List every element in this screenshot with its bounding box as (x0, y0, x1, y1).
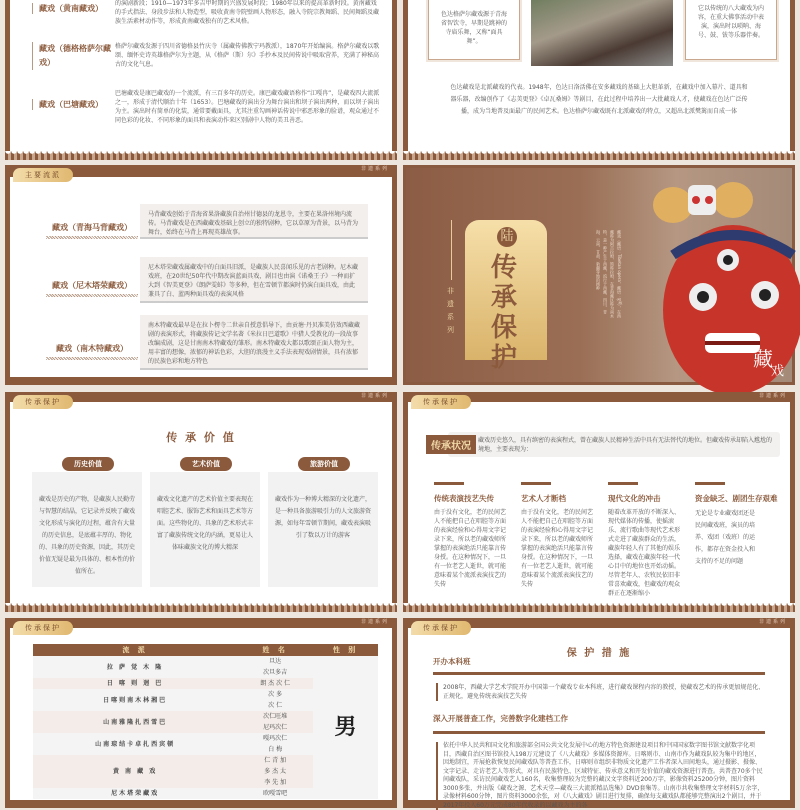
table-row: 拉 萨 觉 木 隆 旦达 次旦多吉 男 (33, 656, 378, 678)
section-heading: 深入开展普查工作，完善数字化建档工作 (433, 714, 568, 723)
school-desc: 南木特藏戏最早是在拉卜楞寺二世亲自授意倡导下，由贡塘·丹贝准美仿效西藏藏剧的表演形式，将藏族传记文学名著《米拉日巴道歌》中猎人受教化的一段故事改编成剧，这是甘南南木特藏戏的雏形。南木特藏戏大都以歌颂正面人物为主，用丰富的想像，浓郁的神话色彩，大胆的浪漫主义手法表现戏剧情景，具有浓郁的民族色彩和地方特色 (140, 315, 368, 370)
issue-text: 无论是专业藏戏团还是民间藏戏班，演员的培养、戏团（戏班）的运作，都存在资金投入和支持的不足的问题 (695, 510, 756, 565)
school-desc: 马背藏戏创始于青海省果洛藏族自治州甘德县的龙恩寺，主要在果洛州境内流传。马背藏戏是在西藏藏戏基础上创立的独特剧种，它以草原为背景，以马背为舞台，始终在马背上再现英雄故事。 (140, 204, 368, 239)
slide-heritage-value (5, 392, 397, 612)
series-vertical: 非遗系列 (447, 287, 454, 334)
opera-photo (531, 0, 673, 66)
issue-title: 资金缺乏、剧团生存艰难 (695, 494, 778, 503)
section-tag: 传承保护 (411, 621, 471, 635)
gender-cell: 男 (313, 656, 378, 799)
table-row: 日 喀 则 迥 巴 朗 杰 次 仁 (33, 678, 378, 689)
series-label: 非遗系列 (360, 619, 389, 625)
card-label: 历史价值 (62, 457, 114, 471)
slide-body (10, 177, 392, 377)
body-text: 色达藏戏是北派藏戏的代表。1948年，色达日洛活佛在安多藏戏的基础上大胆革新，在藏戏中加入幕片、道具和器乐器，改编创作了《志美更登》《卓瓦桑姆》等剧目，在此过程中培养出一大批藏戏人才，使藏戏在色达广泛传播，成为当地普及面最广的民间艺术。色达格萨尔藏戏既有北派藏戏的特点，又超出北派樊篱而自成一体 (450, 84, 748, 115)
slide-body (10, 402, 392, 604)
section-number: 陆 (497, 227, 517, 247)
issue-text: 随着改革开放的不断深入、现代媒体的传播，使摇滚乐、流行歌曲等现代艺术形式走进了藏族群众的生活，藏族年轻人有了其他的娱乐选择，藏戏在藏族年轻一代心目中的地位也开始动摇。尽管老年人、农牧民依旧非常喜欢藏戏，但藏戏的观众群正在逐渐缩小 (608, 509, 681, 597)
issue-title: 现代文化的冲击 (608, 494, 661, 503)
table-row: 山南琼结卡卓扎西宾顿 嘎玛次仁 白 梅 (33, 733, 378, 755)
section-tag: 传承保护 (411, 395, 471, 409)
col-header: 性 别 (313, 644, 378, 656)
slide-inheritors-table (5, 618, 397, 808)
slide-body (408, 402, 790, 604)
slide-title: 保 护 措 施 (566, 648, 632, 659)
issue-column (434, 482, 506, 589)
issue-column (695, 482, 780, 568)
section-tag: 传承保护 (13, 395, 73, 409)
instruments-box: 它以传统的八大藏戏为内容，在重大佛事活动中表演，演出时以唢呐、海号、鼓、钹等乐器伴奏。 (685, 0, 777, 60)
slide-main-schools (5, 165, 397, 385)
school-name: 藏戏（巴塘藏戏） (32, 99, 112, 110)
divider (433, 731, 765, 734)
issue-title: 艺术人才断档 (521, 494, 566, 503)
value-card: 藏戏是历史的产物，是藏族人民勤劳与智慧的结晶，它记录并反映了藏戏文化形成与演化的过程，蕴含有大量的历史信息，是底蕴丰厚的、物化的、具象的历史资源，因此，其历史价值无疑是最为具体的、根本性的价值所在。 (32, 472, 142, 587)
inheritors-table (33, 644, 378, 799)
section-title: 传承保护 (491, 253, 518, 373)
divider (433, 672, 765, 675)
slide-protection-measures (403, 618, 795, 808)
issue-title: 传统表演技艺失传 (434, 494, 494, 503)
school-name: 藏戏（德格格萨尔藏戏） (32, 42, 112, 70)
school-desc: 格萨尔藏戏发源于四川省德格县竹庆寺（属藏传佛教宁玛教派），1870年开始编演。格萨尔藏戏以歌颂、缅怀史诗英雄格萨尔为主题，从《格萨（斯）尔》手抄本及民间传说中吸取营养，充满了神秘高古的文化气息。 (115, 43, 380, 68)
zigzag-border (5, 603, 397, 612)
table-row: 山南雅隆扎西雪巴 次仁旺堆 尼玛次仁 (33, 711, 378, 733)
divider (451, 220, 452, 280)
school-name: 藏戏（尼木塔荣藏戏） (46, 280, 138, 297)
slide-schools-1 (5, 0, 397, 160)
slide-inheritance-status (403, 392, 795, 612)
value-card: 藏戏文化遗产的艺术价值主要表现在唱腔艺术、服饰艺术和面具艺术等方面。这些物化的、具象的艺术形式丰富了藏族传统文化的内涵，更易让人体味藏族文化的博大精深 (150, 472, 260, 587)
vertical-intro: 藏戏（藏语：Tibetan opera，藏语：ལྷ་མོ），在西藏称为阿吉拉姆，简称拉姆，在青海藏区称为南木特，是一种产生于西藏，流行于西藏、四川、青海、云南、甘肃、新疆等地的剧种 (596, 230, 622, 319)
intro-box: 色达格萨尔藏戏源于青海省智饮寺，早期是跳神的寺庙乐舞，又称“面具舞”。 (428, 0, 520, 60)
issue-text: 由于没有文化，老的民间艺人不能把自己在唱腔等方面的表演经验和心得用文字记录下来，所以老的藏戏师所掌握的表演绝活只能靠言传身授。在这种情况下，一旦有一位老艺人逝世，就可能意味着某个流派表演技艺的失传 (521, 509, 594, 588)
zigzag-border (403, 151, 795, 160)
section-tag: 传承保护 (13, 621, 73, 635)
issue-column (521, 482, 593, 589)
school-desc: 的演剧新段；1910—1973年多吉甲时期的兴盛发展时段；1980年以来的提高革新时段。黄南藏戏的手式指法、身段步法和人物造型，吸收黄南寺院壁画人物形态，融入寺院宗教舞蹈、民间舞蹈及藏族生活素材动作等，形成黄南藏戏独有的艺术风格。 (115, 0, 380, 25)
section-text: 依托中华人民共和国文化和旅游部全国公共文化发展中心的地方特色资源建设项目和中国国家数字图书馆文献数字化项目，西藏自治区图书馆投入198万元建设了《八大藏戏》多媒体资源库。日喀则市、山南市作为藏戏队较为集中的地区，因地制宜，开展抢救恢复民间藏戏队等普查工作，日喀则市组织非物质文化遗产工作者深入田间地头，通过摄影、摄像、文字记录、走访老艺人等形式，对具有民族特色、区域特征、传承意义和开发价值的藏戏资源进行普查。共普查70多个民间藏戏队，采访民间藏戏艺人160名，收集整理较为完整的藏汉文字资料近200万字，影像资料25200分钟，图片资料3000多张，并出版《藏戏之源、艺术天堂—藏戏三大流派精品选集》DVD套集等。山南市共收集整理文字材料5万余字，录像材料600分钟，图片资料3000余张，对《八大藏戏》剧目进行复排，确保每支藏戏队都能够完整演出2个剧目，并于2017年投入60万元完成80年代收录的以藏戏为主的各 (436, 742, 765, 810)
school-desc: 尼木塔荣藏戏属藏戏中的白面具旧派，是藏族人民喜闻乐见的古老剧种。尼木藏戏班，在20世纪50年代中期改演蓝面具戏，剧目也由演《诺桑王子》一种而扩大到《智美更登》《朗萨雯蚌》等多种，但在雪顿节都演时仍演白面具戏，由此兼具了白、蓝两种面具戏的表演风格 (140, 257, 368, 303)
logo-char-2: 戏 (771, 364, 785, 379)
col-header: 流 派 (33, 644, 237, 656)
table-row: 黄 南 藏 戏 仁 青 加 多 杰 太 李 先 加 (33, 755, 378, 788)
series-label: 非遗系列 (360, 393, 389, 399)
slide-title: 传 承 价 值 (166, 431, 236, 444)
school-name: 藏戏（黄南藏戏） (32, 3, 112, 14)
section-tag: 主要流派 (13, 168, 73, 182)
section-text: 2008年，西藏大学艺术学院开办中国第一个藏戏专业本科班，进行藏戏课程内容的教授，使藏戏艺术的传承更加规范化、正规化，避免传统表演技艺失传 (436, 683, 765, 701)
slide-body (408, 0, 790, 152)
intro-text: 藏戏历史悠久，具有缜密的表演程式，曾在藏族人民精神生活中具有无法替代的地位。但藏戏传承却陷入尴尬的境地，主要表现为： (448, 432, 780, 457)
school-name: 藏戏（南木特藏戏） (46, 343, 138, 360)
series-label: 非遗系列 (758, 393, 787, 399)
table-row: 日喀则南木林湘巴 次 多 次 仁 (33, 689, 378, 711)
zigzag-border (403, 603, 795, 612)
status-label: 传承状况 (426, 435, 476, 454)
table-row: 尼木塔荣藏戏 欧嘎雪吧 (33, 788, 378, 799)
logo-char-1: 藏 (753, 347, 773, 371)
slide-body (10, 0, 392, 152)
slide-body (10, 628, 392, 800)
series-label: 非遗系列 (360, 166, 389, 172)
card-label: 旅游价值 (298, 457, 350, 471)
card-label: 艺术价值 (180, 457, 232, 471)
school-desc: 巴塘藏戏是康巴藏戏的一个流派，有三百多年的历史。康巴藏戏藏语称作“江嘎冉”，是藏戏四大流派之一，形成于清代顺治十年（1653）。巴塘藏戏的演出分为舞台演出和坝子演出两种，而以坝子演出为主。演出时有简单的化装，通常要戴面具，尤其注重勾画神话传说中邪恶形象的脸谱，观众通过不同色彩的化妆、不同形象的面具和表演动作来区别剧中人物的美丑善恶。 (115, 90, 380, 124)
zigzag-border (5, 151, 397, 160)
section-heading: 开办本科班 (433, 657, 471, 666)
slide-section-cover (403, 165, 795, 385)
slide-body (408, 628, 790, 809)
school-name: 藏戏（青海马背藏戏） (46, 222, 138, 239)
series-label: 非遗系列 (758, 619, 787, 625)
col-header: 姓 名 (237, 644, 313, 656)
value-card: 藏戏作为一种博大精深的文化遗产，是一种具备旅游吸引力的人文旅游资源，如每年雪顿节期间，藏戏表演吸引了数以万计的游客 (268, 472, 378, 587)
issue-text: 由于没有文化，老的民间艺人不能把自己在唱腔等方面的表演经验和心得用文字记录下来，所以老的藏戏师所掌握的表演绝活只能靠言传身授。在这种情况下，一旦有一位老艺人逝世，就可能意味着某个流派表演技艺的失传 (434, 509, 507, 588)
issue-column (608, 482, 680, 598)
slide-seda-opera (403, 0, 795, 160)
